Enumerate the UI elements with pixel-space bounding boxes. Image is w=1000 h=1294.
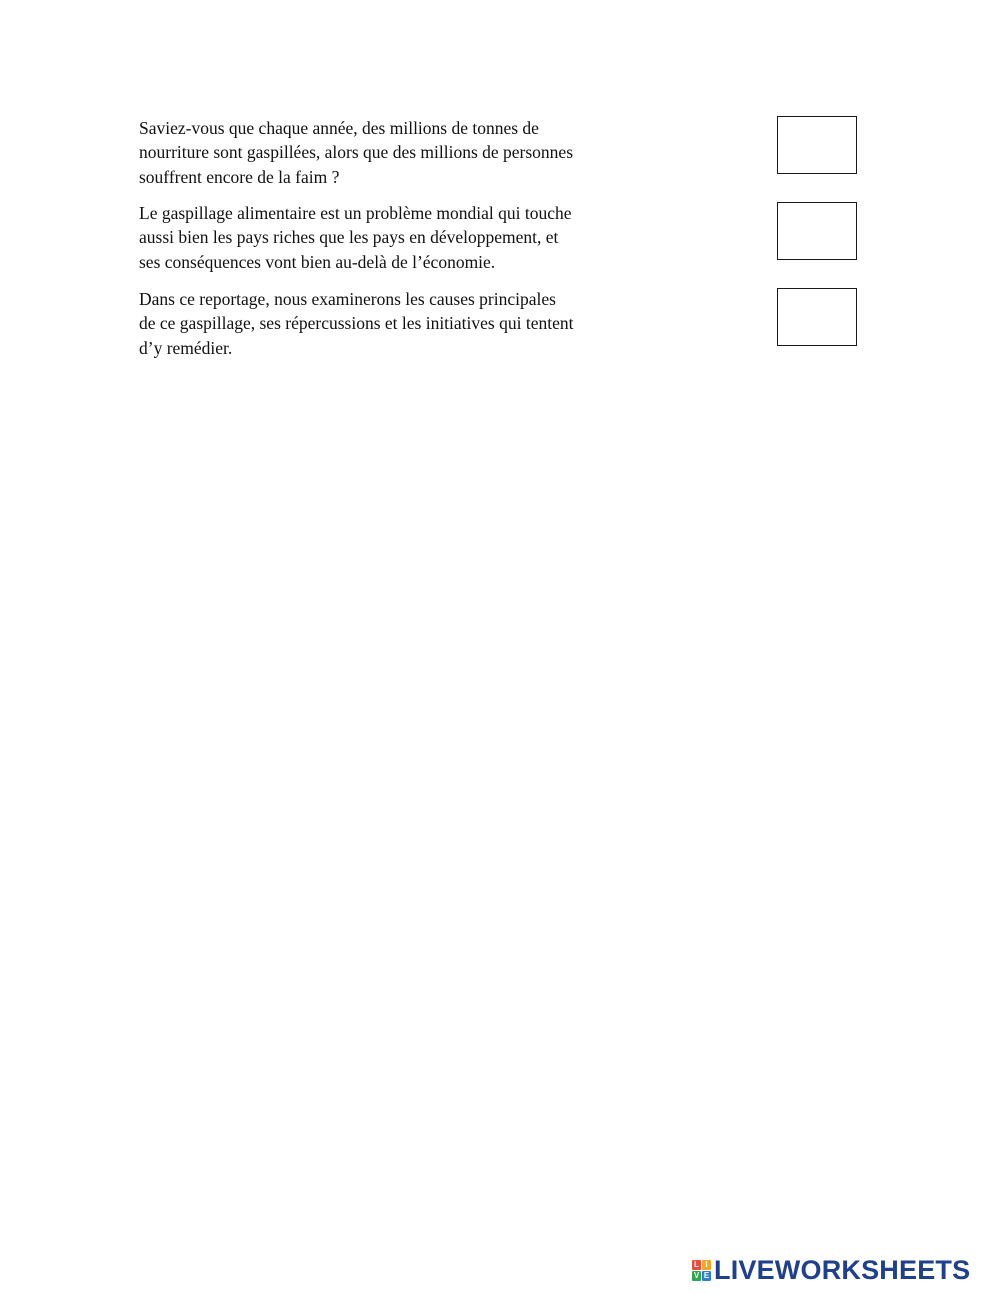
logo-text: LIVEWORKSHEETS xyxy=(714,1255,971,1285)
paragraph-3-line-2: de ce gaspillage, ses répercussions et les initiatives qui tentent xyxy=(139,313,574,334)
paragraph-1 xyxy=(139,116,639,189)
paragraph-3-line-1: Dans ce reportage, nous examinerons les causes principales xyxy=(139,289,556,309)
paragraph-1-line-2: nourriture sont gaspillées, alors que des millions de personnes xyxy=(139,142,574,163)
paragraph-2 xyxy=(139,201,639,274)
logo-mark-letter-l: L xyxy=(692,1260,701,1270)
paragraph-3 xyxy=(139,287,639,360)
logo-mark-letter-i: I xyxy=(702,1260,711,1270)
answer-box-3[interactable] xyxy=(777,288,857,346)
paragraph-2-line-1: Le gaspillage alimentaire est un problème mondial qui touche xyxy=(139,203,572,223)
paragraph-2-line-3: ses conséquences vont bien au-delà de l’économie. xyxy=(139,251,496,272)
liveworksheets-logo xyxy=(692,1257,970,1283)
liveworksheets-logo-icon xyxy=(692,1260,711,1281)
logo-mark-letter-e: E xyxy=(703,1270,710,1280)
paragraph-2-line-2: aussi bien les pays riches que les pays en développement, et xyxy=(139,227,559,248)
paragraph-1-line-3: souffrent encore de la faim ? xyxy=(139,166,340,187)
answer-box-2[interactable] xyxy=(777,202,857,260)
paragraph-1-line-1: Saviez-vous que chaque année, des millions de tonnes de xyxy=(139,118,539,138)
logo-mark-letter-v: V xyxy=(693,1270,700,1280)
answer-box-1[interactable] xyxy=(777,116,857,174)
paragraph-3-line-3: d’y remédier. xyxy=(139,337,233,358)
